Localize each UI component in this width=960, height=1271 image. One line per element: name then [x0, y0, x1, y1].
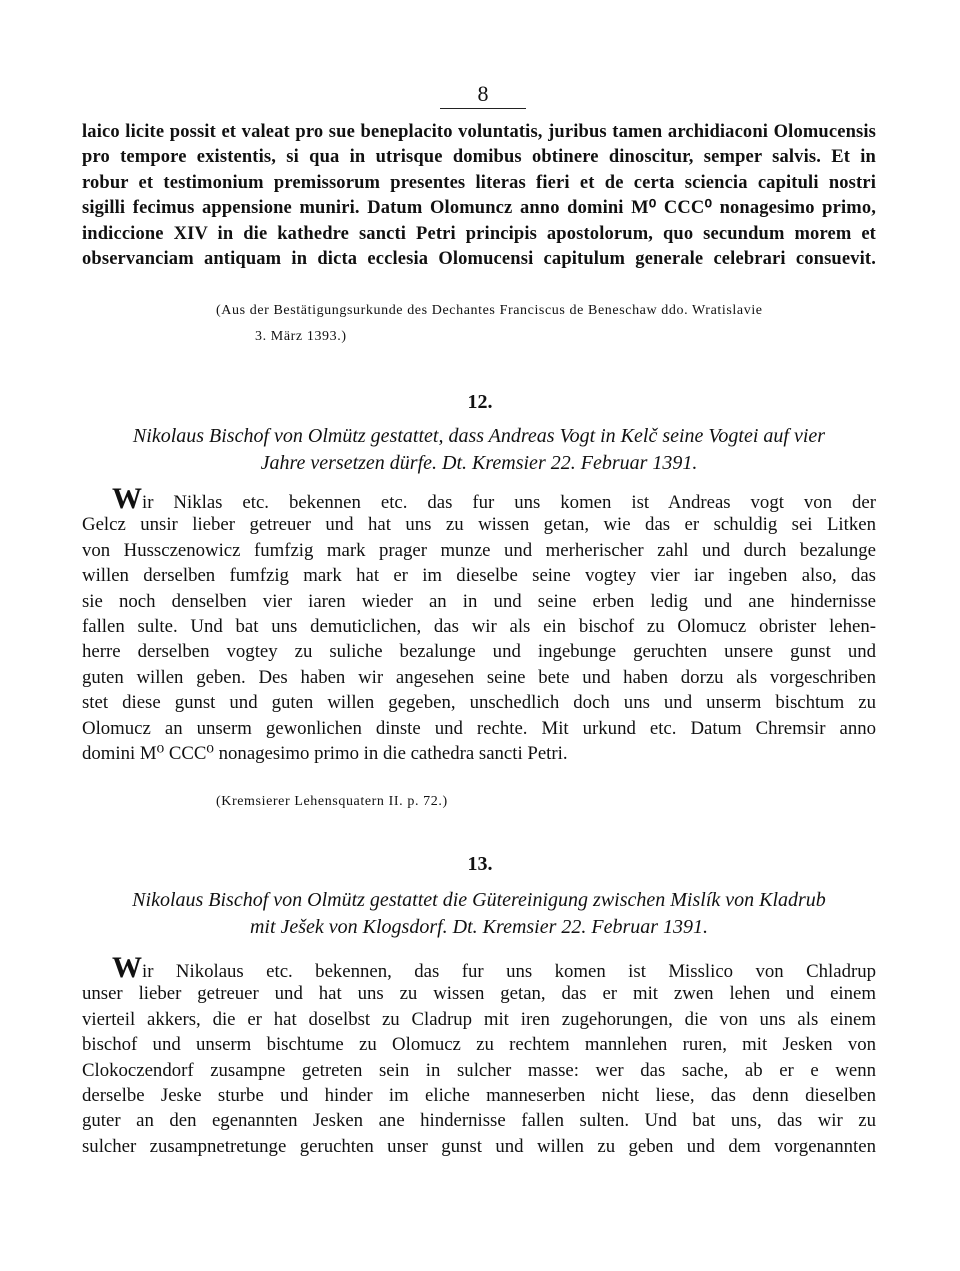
intro-paragraph — [82, 120, 876, 272]
text-line: domini M⁰ CCC⁰ nonagesimo primo in die cathedra sancti Petri. — [82, 742, 568, 764]
text-line: guten willen geben. Des haben wir angesehen seine bete und haben dorzu als vorgeschriben — [82, 666, 876, 688]
text-line: stet diese gunst und guten willen gegeben, unschedlich doch uns und unserm bischtum zu — [82, 692, 876, 714]
text-line: Olomucz an unserm gewonlichen dinste und rechte. Mit urkund etc. Datum Chremsir anno — [82, 717, 876, 739]
text-line: sulcher zusampnetretunge geruchten unser gunst und willen zu geben und dem vorgenannten — [82, 1135, 876, 1157]
text-line: guter an den egenannten Jesken ane hindernisse fallen sulten. Und bat uns, das wir zu — [82, 1110, 876, 1132]
first-line-text: ir Nikolaus etc. bekennen, das fur uns komen ist Misslico von Chladrup — [142, 961, 876, 982]
text-line: bischof und unserm bischtume zu Olomucz zu rechtem mannlehen ruren, mit Jesken von — [82, 1034, 876, 1056]
text-line: Gelcz unsir lieber getreuer und hat uns zu wissen getan, wie das er schuldig sei Litken — [82, 514, 876, 536]
document-number-13: 13. — [467, 853, 493, 875]
first-line-text: ir Niklas etc. bekennen etc. das fur uns komen ist Andreas vogt von der — [142, 492, 876, 513]
text-line: sigilli fecimus appensione muniri. Datum Olomuncz anno domini M⁰ CCC⁰ nonagesimo primo, — [82, 198, 876, 219]
source-note-1-line1: (Aus der Bestätigungsurkunde des Dechantes Franciscus de Beneschaw ddo. Wratislavie — [216, 303, 763, 318]
source-note-1-line2: 3. März 1393.) — [255, 329, 347, 344]
text-line: Clokoczendorf zusampne getreten sein in sulcher masse: wer das sache, ab er e wenn — [82, 1059, 876, 1081]
text-line: fallen sulte. Und bat uns demuticlichen, das wir als ein bischof zu Olomucz obrister lehen- — [82, 615, 876, 637]
heading-12-line1: Nikolaus Bischof von Olmütz gestattet, dass Andreas Vogt in Kelč seine Vogtei auf vier — [132, 425, 826, 447]
document-number-12: 12. — [467, 391, 493, 413]
initial-letter: W — [112, 956, 142, 982]
text-line: vierteil akkers, die er hat doselbst zu Cladrup mit iren zugehorungen, die von uns als einem — [82, 1008, 876, 1030]
document-13-body — [82, 956, 876, 1159]
text-line: laico licite possit et valeat pro sue beneplacito voluntatis, juribus tamen archidiaconi Olomucensis — [82, 122, 876, 142]
page-number: 8 — [440, 82, 526, 109]
heading-13-line2: mit Ješek von Klogsdorf. Dt. Kremsier 22. Februar 1391. — [249, 916, 709, 938]
text-line: von Hussczenowicz fumfzig mark prager munze und merherischer zahl und durch bezalunge — [82, 539, 876, 561]
text-line: indiccione XIV in die kathedre sancti Petri principis apostolorum, quo secundum morem et — [82, 223, 876, 244]
initial-letter: W — [112, 487, 142, 513]
source-note-12: (Kremsierer Lehensquatern II. p. 72.) — [216, 794, 448, 809]
heading-13-line1: Nikolaus Bischof von Olmütz gestattet die Gütereinigung zwischen Mislík von Kladrub — [132, 889, 826, 911]
text-line: willen derselben fumfzig mark hat er im dieselbe seine vogtey vier iar ingeben also, das — [82, 565, 876, 587]
text-line: sie noch denselben vier iaren wieder an in und seine erben ledig und ane hindernisse — [82, 590, 876, 612]
first-line — [82, 487, 876, 512]
first-line — [82, 956, 876, 981]
text-line: observanciam antiquam in dicta ecclesia Olomucensi capitulum generale celebrari consuevit. — [82, 248, 876, 269]
text-line: robur et testimonium premissorum presentes literas fieri et de certa sciencia capituli nostri — [82, 172, 876, 193]
text-line: unser lieber getreuer und hat uns zu wissen getan, das er mit zwen lehen und einem — [82, 983, 876, 1005]
text-line: derselbe Jeske sturbe und hinder im eliche manneserben nicht liese, das denn dieselben — [82, 1084, 876, 1106]
heading-12-line2: Jahre versetzen dürfe. Dt. Kremsier 22. Februar 1391. — [260, 452, 698, 474]
text-line: pro tempore existentis, si qua in utrisque domibus obtinere dinoscitur, semper salvis. Et in — [82, 147, 876, 168]
text-line: herre derselben vogtey zu suliche bezalunge und ingebunge geruchten unsere gunst und — [82, 641, 876, 663]
document-12-body — [82, 487, 876, 766]
